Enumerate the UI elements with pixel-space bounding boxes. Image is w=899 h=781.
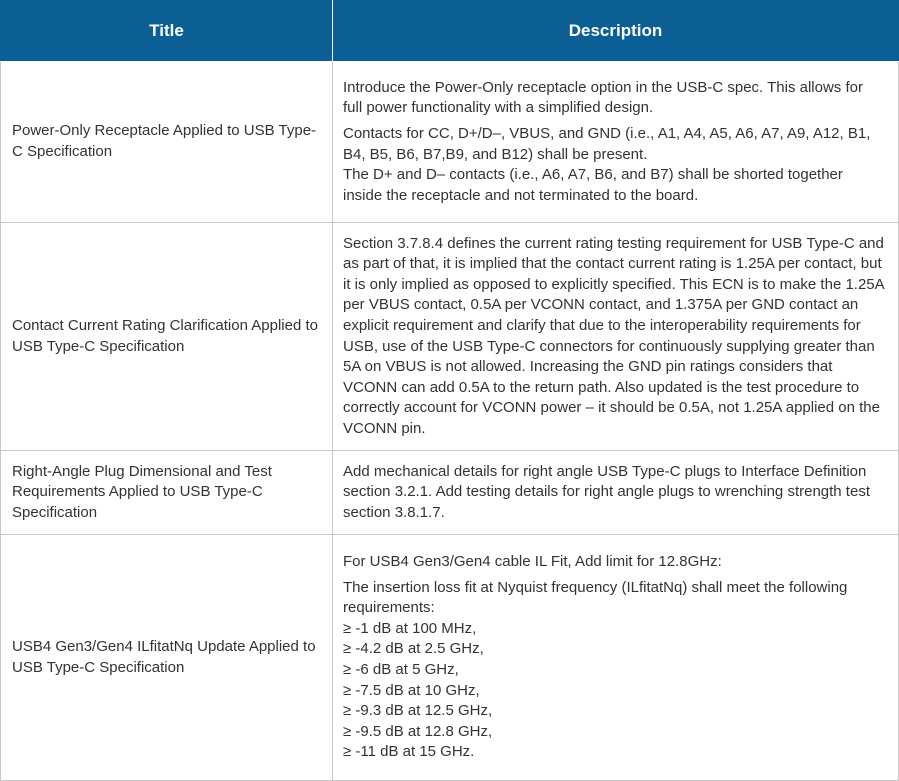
description-paragraph: Add mechanical details for right angle USB Type-C plugs to Interface Definition section 3.2.1. Add testing details for right angle plugs to wrenching strength test section 3.8.1.7.: [343, 462, 870, 521]
requirement-item: ≥ -11 dB at 15 GHz.: [343, 743, 475, 761]
requirement-item: ≥ -6 dB at 5 GHz,: [343, 661, 459, 678]
row-title: Right-Angle Plug Dimensional and Test Requirements Applied to USB Type-C Specification: [1, 451, 333, 535]
header-description: Description: [333, 0, 899, 62]
requirement-item: ≥ -1 dB at 100 MHz,: [343, 619, 477, 637]
requirements-block: [343, 578, 886, 763]
row-title: Contact Current Rating Clarification Applied to USB Type-C Specification: [1, 223, 333, 451]
description-paragraph: Introduce the Power-Only receptacle option in the USB-C spec. This allows for full power functionality with a simplified design.: [343, 78, 863, 117]
header-row: [1, 0, 899, 62]
description-line: Contacts for CC, D+/D–, VBUS, and GND (i.e., A1, A4, A5, A6, A7, A9, A12, B1, B4, B5, B6, B7,B9, and B12) shall be present.: [343, 124, 871, 163]
table-row: [1, 223, 899, 451]
row-title: USB4 Gen3/Gen4 ILfitatNq Update Applied to USB Type-C Specification: [1, 535, 333, 781]
row-description: [333, 535, 899, 781]
description-paragraph: [343, 124, 886, 206]
table-row: [1, 451, 899, 535]
requirement-item: ≥ -9.3 dB at 12.5 GHz,: [343, 702, 493, 720]
requirement-item: ≥ -7.5 dB at 10 GHz,: [343, 681, 480, 699]
row-title: Power-Only Receptacle Applied to USB Type-C Specification: [1, 62, 333, 223]
requirement-item: ≥ -9.5 dB at 12.8 GHz,: [343, 722, 493, 740]
requirement-item: ≥ -4.2 dB at 2.5 GHz,: [343, 640, 484, 658]
row-description: [333, 62, 899, 223]
row-description: [333, 451, 899, 535]
description-paragraph: Section 3.7.8.4 defines the current rating testing requirement for USB Type-C and as part of that, it is implied that the contact current rating is 1.25A per contact, but it is only implied as opposed to explicitly specified. This ECN is to make the 1.25A per VBUS contact, 0.5A per VCONN contact, and 1.375A per GND contact an explicit requirement and clarify that due to the interoperability requirements for USB, use of the USB Type-C connectors for continuously supplying greater than 5A on VBUS is not allowed. Increasing the GND pin ratings considers that VCONN can add 0.5A to the return path. Also updated is the test procedure to correctly account for VCONN power – it should be 0.5A, not 1.25A applied on the VCONN pin.: [343, 234, 884, 437]
row-description: [333, 223, 899, 451]
table-row: [1, 535, 899, 781]
description-intro: For USB4 Gen3/Gen4 cable IL Fit, Add limit for 12.8GHz:: [343, 553, 722, 571]
requirements-lead: The insertion loss fit at Nyquist frequency (ILfitatNq) shall meet the following requirements:: [343, 578, 848, 617]
header-title: Title: [1, 0, 333, 62]
table-row: [1, 62, 899, 223]
description-line: The D+ and D– contacts (i.e., A6, A7, B6, and B7) shall be shorted together inside the receptacle and not terminated to the board.: [343, 166, 843, 204]
